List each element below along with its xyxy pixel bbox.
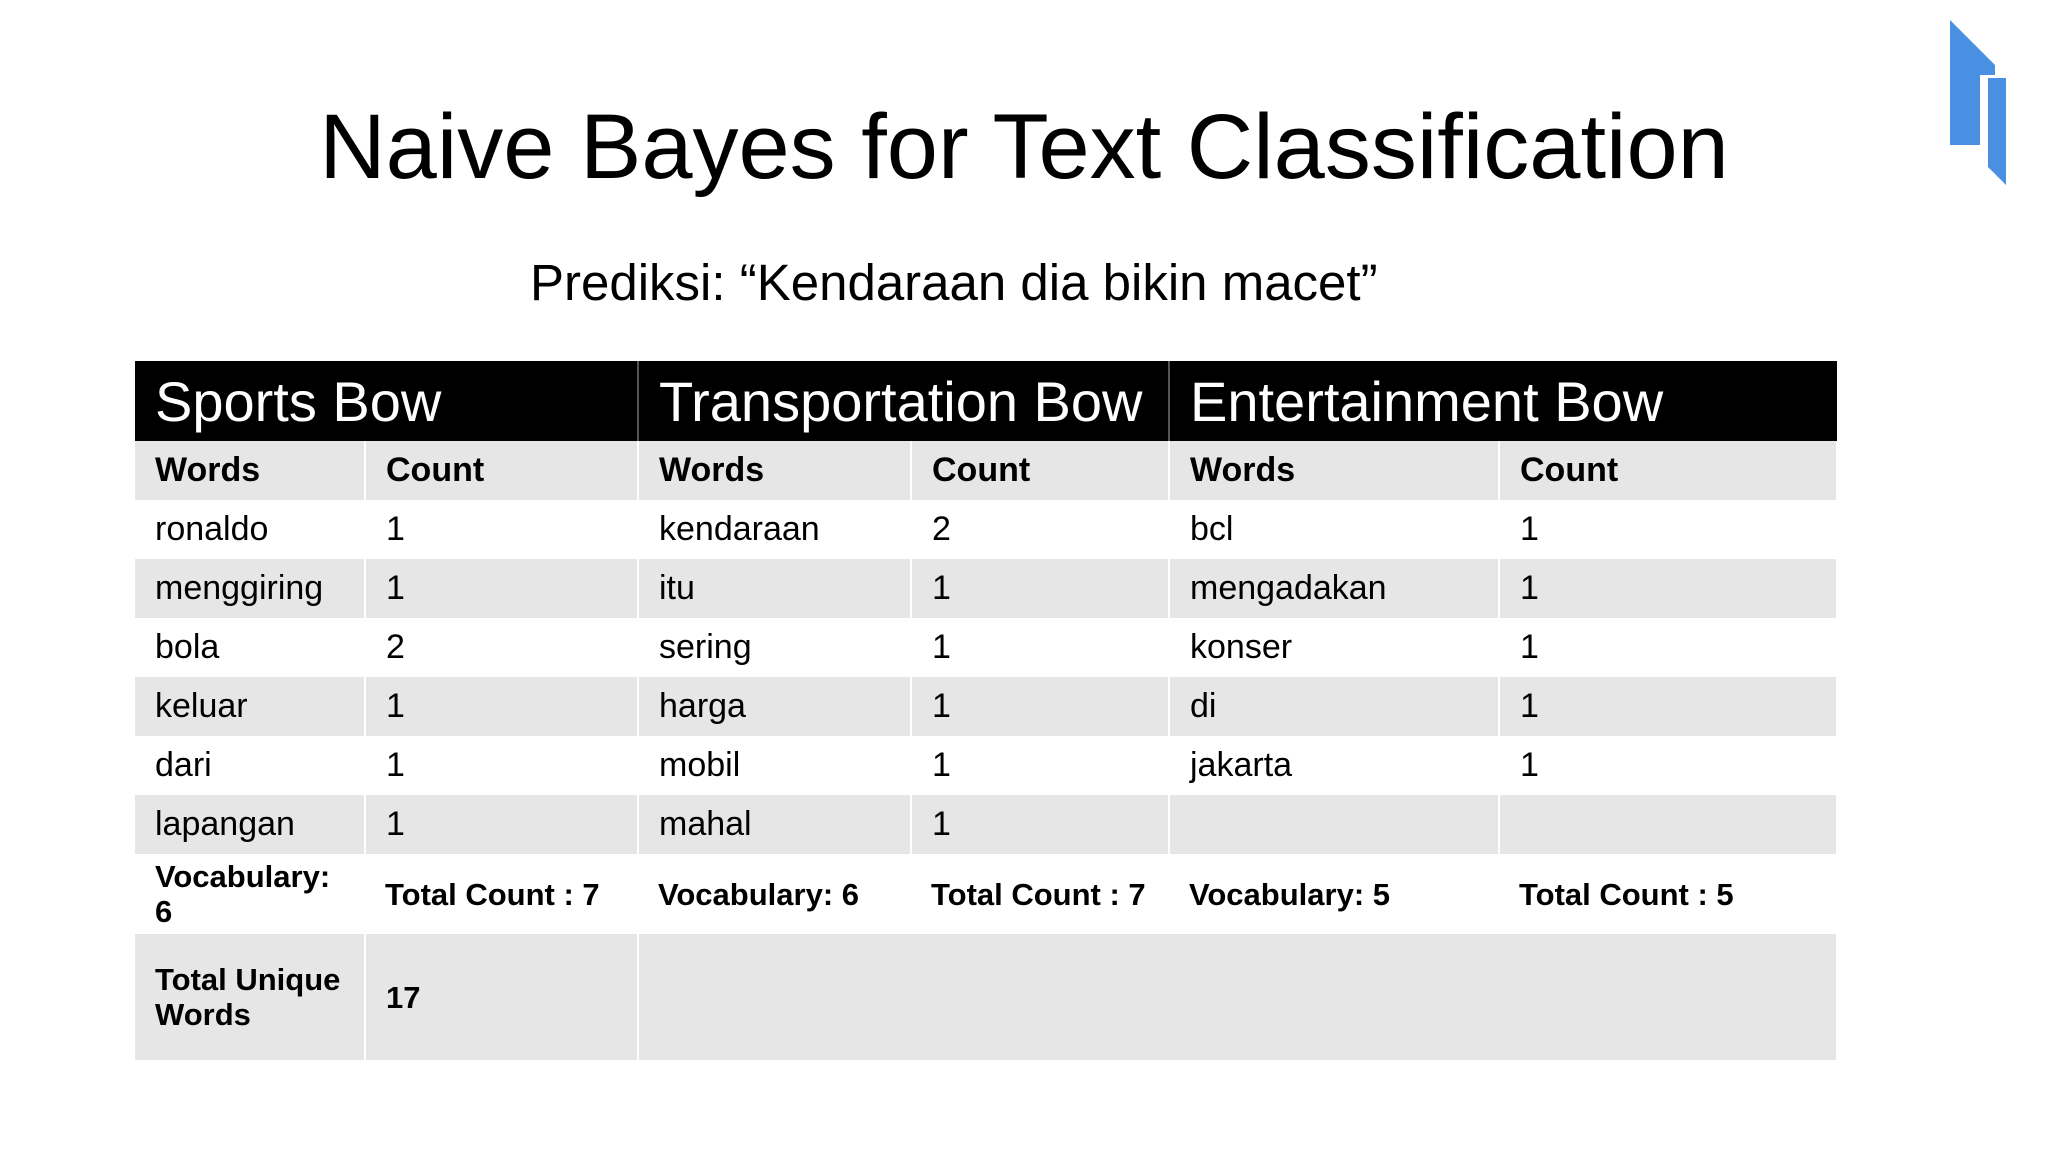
table-cell: 2 xyxy=(911,500,1169,559)
table-cell: mahal xyxy=(638,795,911,854)
column-header: Count xyxy=(1499,441,1837,500)
table-cell: konser xyxy=(1169,618,1499,677)
prediction-subtitle: Prediksi: “Kendaraan dia bikin macet” xyxy=(530,254,1378,311)
table-cell: 1 xyxy=(365,559,638,618)
table-cell: 1 xyxy=(911,736,1169,795)
column-header-row xyxy=(135,441,1837,500)
table-cell: jakarta xyxy=(1169,736,1499,795)
table-cell: 1 xyxy=(365,677,638,736)
column-header: Count xyxy=(365,441,638,500)
table-cell: keluar xyxy=(135,677,365,736)
table-cell: 1 xyxy=(365,500,638,559)
total-unique-words-label: Total Unique Words xyxy=(135,934,365,1060)
column-header: Words xyxy=(638,441,911,500)
table-cell: 1 xyxy=(911,618,1169,677)
table-cell: 1 xyxy=(1499,559,1837,618)
vocabulary-transportation: Vocabulary: 6 xyxy=(638,854,911,934)
table-row xyxy=(135,500,1837,559)
table-cell: 1 xyxy=(1499,618,1837,677)
table-cell: mobil xyxy=(638,736,911,795)
vocabulary-sports: Vocabulary: 6 xyxy=(135,854,365,934)
group-header-sports: Sports Bow xyxy=(135,361,638,441)
table-row xyxy=(135,559,1837,618)
table-cell: 1 xyxy=(911,795,1169,854)
table-cell: 2 xyxy=(365,618,638,677)
total-count-entertainment: Total Count : 5 xyxy=(1499,854,1837,934)
summary-row xyxy=(135,854,1837,934)
table-row xyxy=(135,618,1837,677)
table-cell: 1 xyxy=(911,559,1169,618)
table-cell: 1 xyxy=(1499,500,1837,559)
brand-n-logo-icon xyxy=(1950,20,2006,185)
table-cell: mengadakan xyxy=(1169,559,1499,618)
table-cell: 1 xyxy=(1499,677,1837,736)
empty-cell xyxy=(638,934,1837,1060)
table-cell: 1 xyxy=(365,795,638,854)
table-cell: lapangan xyxy=(135,795,365,854)
table-cell: kendaraan xyxy=(638,500,911,559)
column-header: Count xyxy=(911,441,1169,500)
table-cell: menggiring xyxy=(135,559,365,618)
table-cell: 1 xyxy=(365,736,638,795)
table-cell xyxy=(1169,795,1499,854)
group-header-row xyxy=(135,361,1837,441)
table-cell: di xyxy=(1169,677,1499,736)
bag-of-words-table xyxy=(135,361,1838,1060)
total-count-sports: Total Count : 7 xyxy=(365,854,638,934)
table-row xyxy=(135,736,1837,795)
table-row xyxy=(135,677,1837,736)
table-cell xyxy=(1499,795,1837,854)
table-cell: 1 xyxy=(1499,736,1837,795)
table-cell: dari xyxy=(135,736,365,795)
column-header: Words xyxy=(1169,441,1499,500)
table-row xyxy=(135,795,1837,854)
vocabulary-entertainment: Vocabulary: 5 xyxy=(1169,854,1499,934)
table-cell: itu xyxy=(638,559,911,618)
group-header-transportation: Transportation Bow xyxy=(638,361,1169,441)
total-count-transportation: Total Count : 7 xyxy=(911,854,1169,934)
table-cell: harga xyxy=(638,677,911,736)
slide-title: Naive Bayes for Text Classification xyxy=(319,96,1729,198)
total-unique-words-row xyxy=(135,934,1837,1060)
group-header-entertainment: Entertainment Bow xyxy=(1169,361,1837,441)
total-unique-words-value: 17 xyxy=(365,934,638,1060)
column-header: Words xyxy=(135,441,365,500)
table-cell: ronaldo xyxy=(135,500,365,559)
table-cell: sering xyxy=(638,618,911,677)
table-cell: bola xyxy=(135,618,365,677)
table-cell: bcl xyxy=(1169,500,1499,559)
table-cell: 1 xyxy=(911,677,1169,736)
